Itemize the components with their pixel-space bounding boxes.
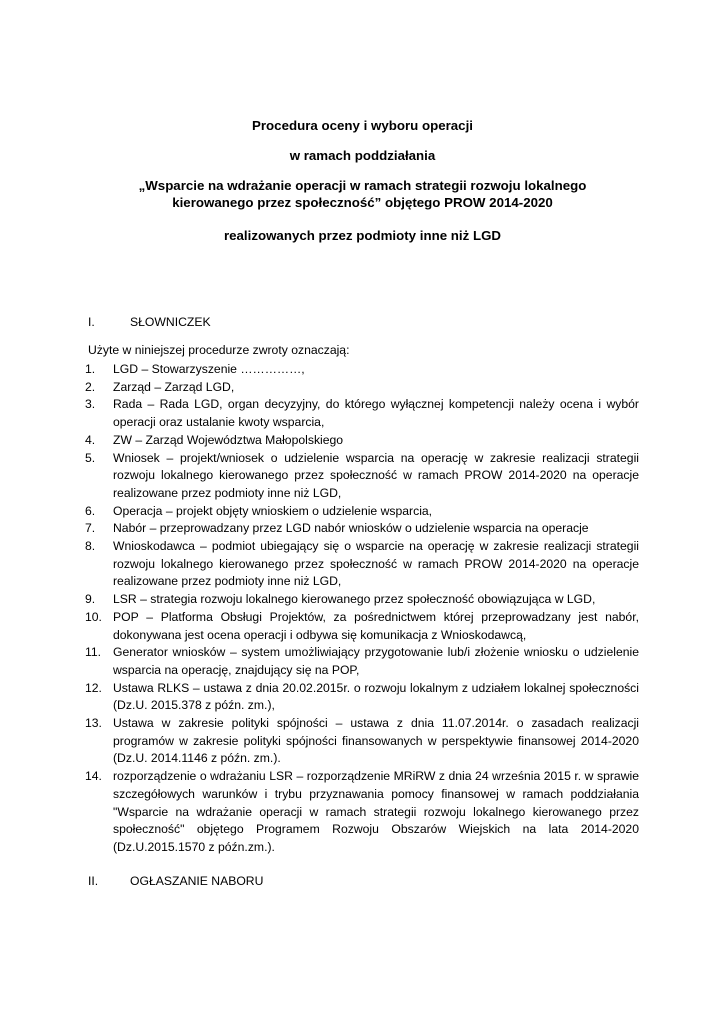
section-title: OGŁASZANIE NABORU bbox=[130, 874, 264, 888]
list-item-number: 13. bbox=[85, 716, 102, 731]
list-item-number: 9. bbox=[85, 592, 96, 607]
title-line-3b: kierowanego przez społeczność” objętego PROW 2014-2020 bbox=[172, 195, 553, 210]
list-item-number: 6. bbox=[85, 503, 96, 518]
list-item bbox=[85, 361, 639, 379]
list-item bbox=[85, 379, 639, 397]
list-item-number: 2. bbox=[85, 379, 96, 394]
list-item bbox=[85, 396, 639, 431]
list-item bbox=[85, 520, 639, 538]
list-item-text: Zarząd – Zarząd LGD, bbox=[113, 379, 235, 394]
intro-text: Użyte w niniejszej procedurze zwroty oznaczają: bbox=[88, 343, 350, 357]
list-item bbox=[85, 715, 639, 768]
list-item-text: rozporządzenie o wdrażaniu LSR – rozporządzenie MRiRW z dnia 24 września 2015 r. w sprawie szczegółowych warunków i trybu przyznawania pomocy finansowej w ramach poddziałania "Wsparcie na wdrażanie operacji w ramach strategii rozwoju lokalnego kierowanego przez społeczność" objętego Programem Rozwoju Obszarów Wiejskich na lata 2014-2020 (Dz.U.2015.1570 z późn.zm.). bbox=[113, 769, 639, 854]
definitions-list bbox=[85, 361, 639, 857]
list-item-text: Wnioskodawca – podmiot ubiegający się o wsparcie na operację w zakresie realizacji strategii rozwoju lokalnego kierowanego przez społeczność w ramach PROW 2014-2020 na operacje realizowane przez podmioty inne niż LGD, bbox=[113, 539, 639, 589]
list-item-text: LSR – strategia rozwoju lokalnego kierowanego przez społeczność obowiązująca w LGD, bbox=[113, 592, 596, 607]
list-item bbox=[85, 768, 639, 857]
list-item-number: 14. bbox=[85, 769, 102, 784]
title-line-2: w ramach poddziałania bbox=[289, 148, 436, 163]
section-heading-glossary bbox=[88, 315, 211, 330]
list-item-text: POP – Platforma Obsługi Projektów, za pośrednictwem której przeprowadzany jest nabór, dokonywana jest ocena operacji i odbywa się komunikacja z Wnioskodawcą, bbox=[113, 609, 639, 642]
title-line-3a: „Wsparcie na wdrażanie operacji w ramach strategii rozwoju lokalnego bbox=[138, 178, 587, 193]
list-item bbox=[85, 432, 639, 450]
list-item-text: Ustawa w zakresie polityki spójności – ustawa z dnia 11.07.2014r. o zasadach realizacji programów w zakresie polityki spójności finansowanych w perspektywie finansowej 2014-2020 (Dz.U. 2014.1146 z późn. zm.). bbox=[113, 716, 639, 766]
list-item-number: 1. bbox=[85, 362, 96, 376]
list-item-number: 12. bbox=[85, 680, 102, 695]
list-item-number: 10. bbox=[85, 609, 102, 624]
list-item-number: 11. bbox=[85, 645, 102, 660]
title-line-3 bbox=[0, 177, 725, 211]
list-item bbox=[85, 450, 639, 503]
list-item-text: Generator wniosków – system umożliwiający przygotowanie lub/i złożenie wniosku o udzielenie wsparcia na operację, znajdujący się na POP, bbox=[113, 645, 639, 677]
list-item-text: Wniosek – projekt/wniosek o udzielenie wsparcia na operację w zakresie realizacji strategii rozwoju lokalnego kierowanego przez społeczność w ramach PROW 2014-2020 na operacje realizowane przez podmioty inne niż LGD, bbox=[113, 450, 639, 500]
list-item bbox=[85, 538, 639, 591]
document-title bbox=[0, 117, 725, 257]
list-item-text: ZW – Zarząd Województwa Małopolskiego bbox=[113, 432, 344, 447]
list-item bbox=[85, 503, 639, 521]
list-item bbox=[85, 644, 639, 679]
list-item-text: Nabór – przeprowadzany przez LGD nabór wniosków o udzielenie wsparcia na operacje bbox=[113, 521, 589, 536]
list-item-text: LGD – Stowarzyszenie ……………, bbox=[113, 362, 305, 376]
list-item bbox=[85, 591, 639, 609]
title-line-4: realizowanych przez podmioty inne niż LGD bbox=[223, 228, 502, 243]
list-item-number: 5. bbox=[85, 450, 96, 465]
list-item-number: 7. bbox=[85, 521, 96, 536]
list-item-text: Ustawa RLKS – ustawa z dnia 20.02.2015r. o rozwoju lokalnym z udziałem lokalnej społeczności (Dz.U. 2015.378 z późn. zm.), bbox=[113, 680, 639, 713]
list-item-text: Operacja – projekt objęty wnioskiem o udzielenie wsparcia, bbox=[113, 503, 433, 518]
list-item-number: 4. bbox=[85, 432, 96, 447]
list-item bbox=[85, 680, 639, 715]
list-item-text: Rada – Rada LGD, organ decyzyjny, do którego wyłącznej kompetencji należy ocena i wybór operacji oraz ustalanie kwoty wsparcia, bbox=[113, 397, 639, 430]
section-number: II. bbox=[88, 874, 99, 888]
section-heading-announcement bbox=[88, 874, 263, 889]
list-item-number: 8. bbox=[85, 539, 96, 554]
section-number: I. bbox=[88, 315, 95, 329]
section-title: SŁOWNICZEK bbox=[130, 315, 211, 329]
list-item bbox=[85, 609, 639, 644]
title-line-1: Procedura oceny i wyboru operacji bbox=[252, 118, 473, 133]
list-item-number: 3. bbox=[85, 397, 96, 412]
